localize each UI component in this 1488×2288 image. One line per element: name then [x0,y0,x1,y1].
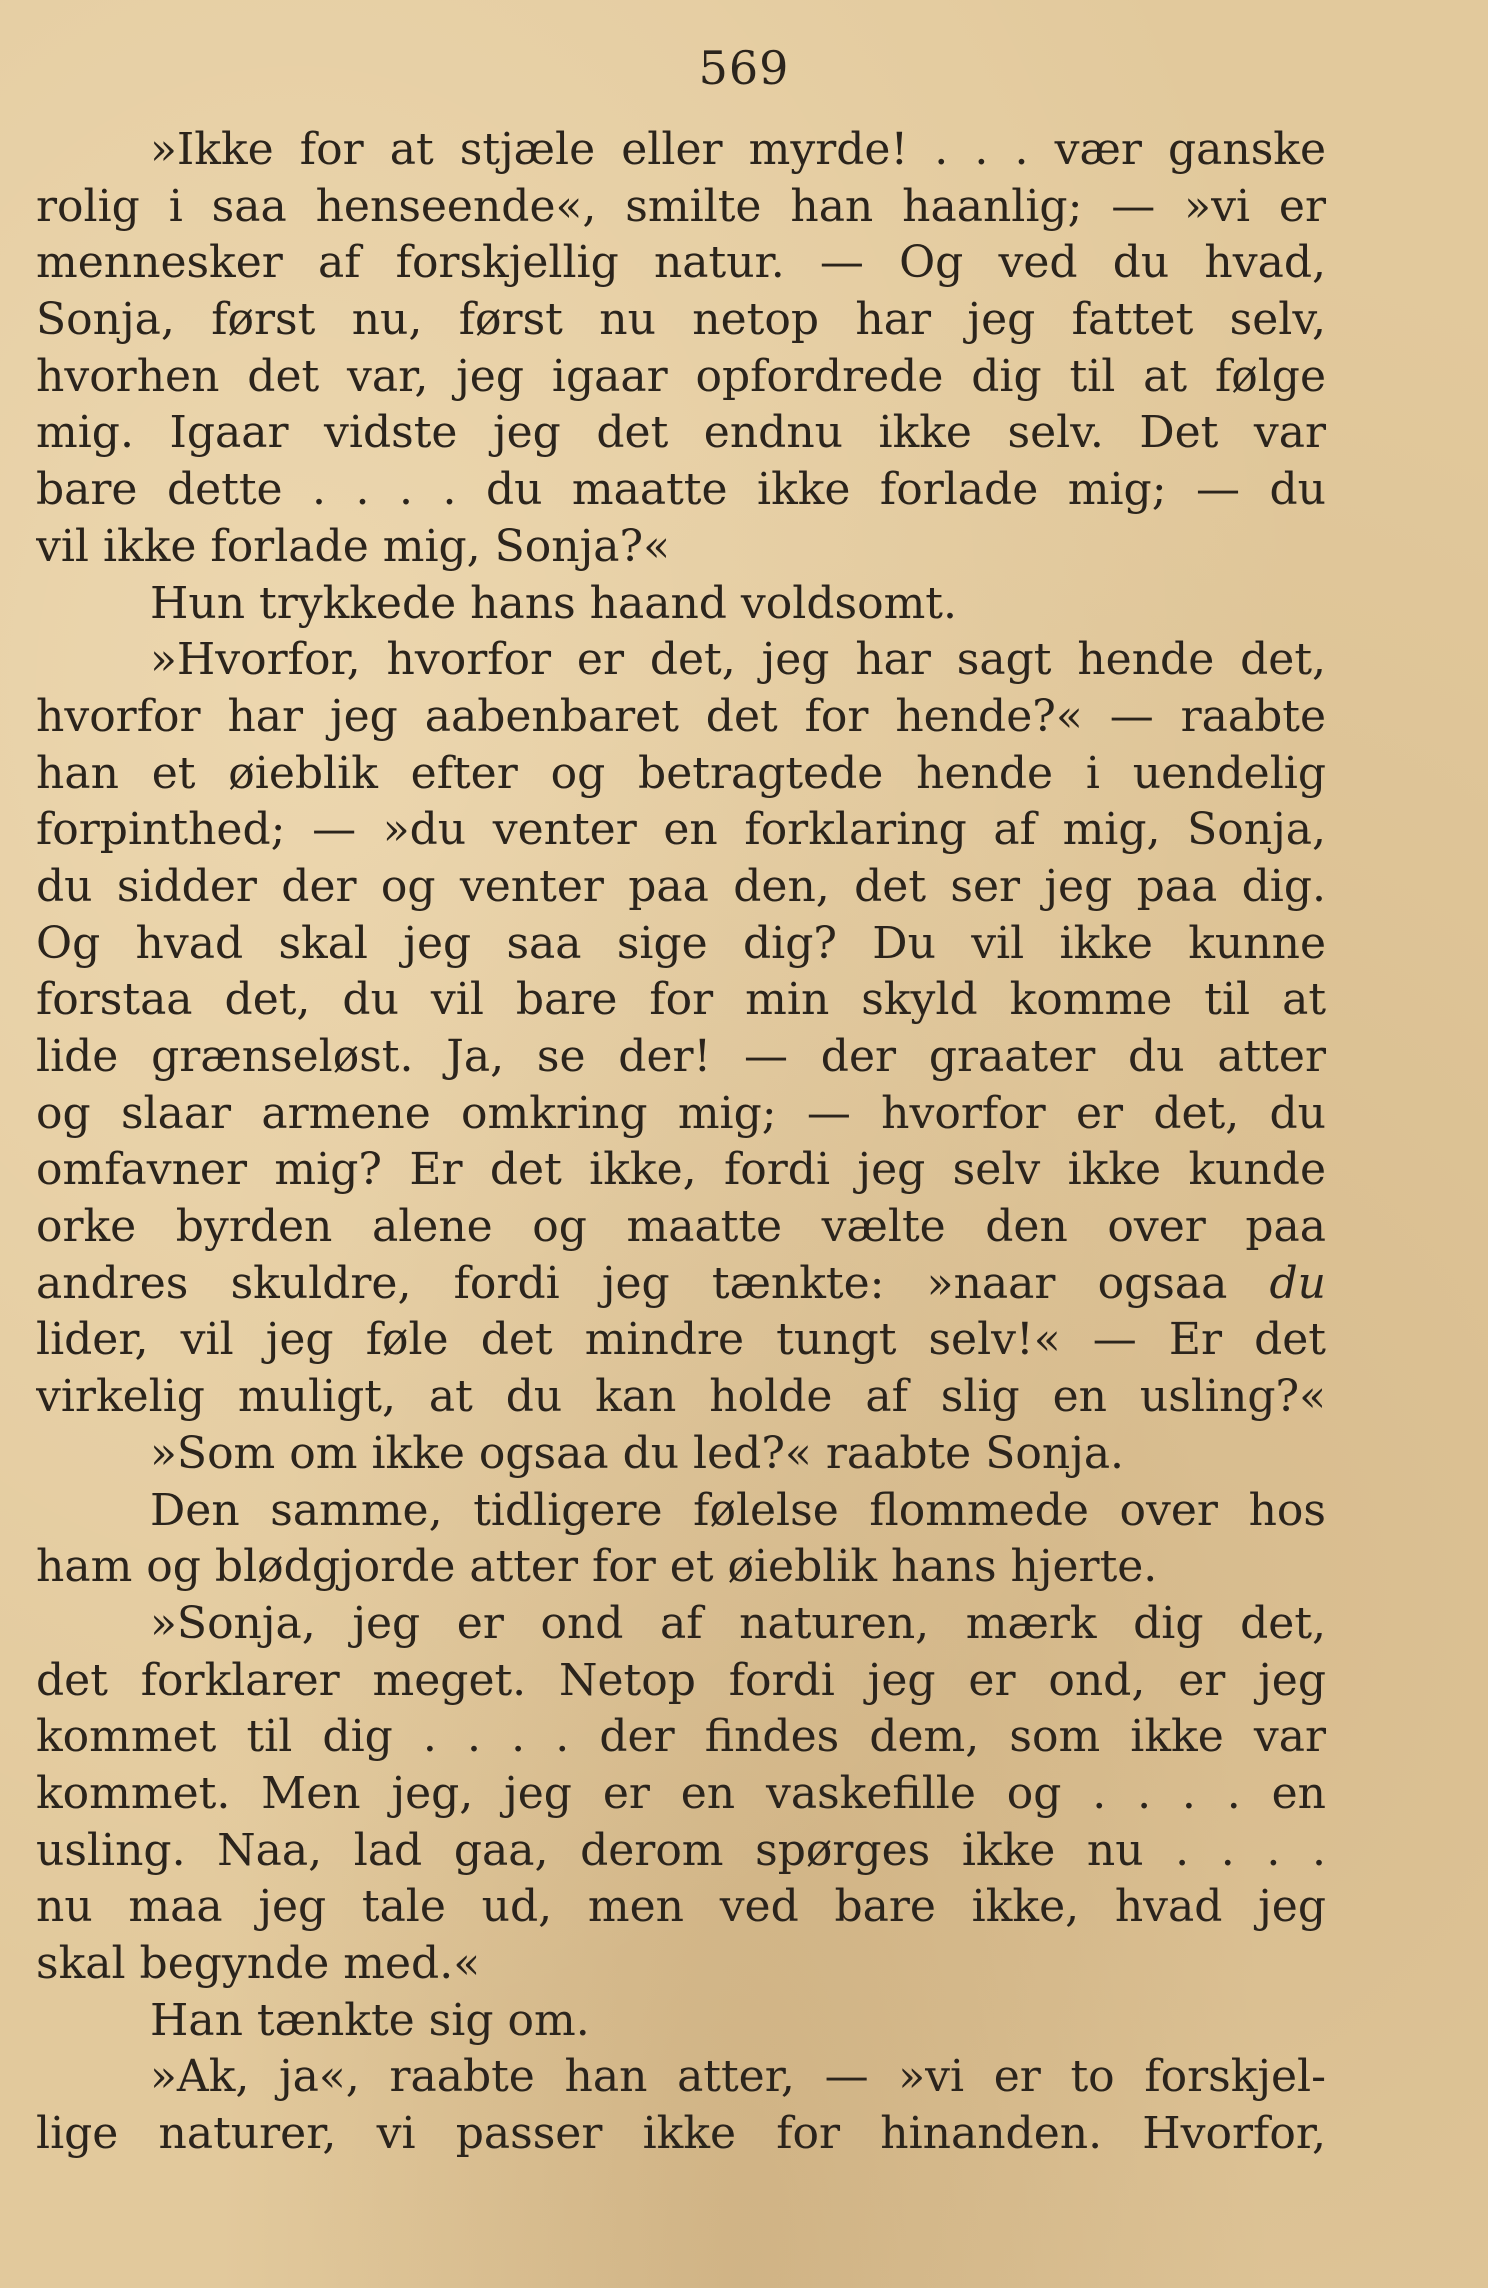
text-line: lide grænseløst. Ja, se der! — der graater du atter [36,1031,1326,1082]
text-line: lider, vil jeg føle det mindre tungt selv!« — Er det [36,1314,1326,1366]
text-line: orke byrden alene og maatte vælte den over paa [36,1201,1326,1253]
text-line: skal begynde med.« [36,1938,481,1989]
text-line: usling. Naa, lad gaa, derom spørges ikke nu . . . . [36,1824,1326,1876]
text-line: »Som om ikke ogsaa du led?« raabte Sonja. [150,1427,1125,1479]
text-line: hvorfor har jeg aabenbaret det for hende?« — raabte [36,690,1326,742]
text-line: mig. Igaar vidste jeg det endnu ikke selv. Det var [36,407,1326,459]
text-line: han et øieblik efter og betragtede hende i uendelig [36,747,1326,799]
text-line: det forklarer meget. Netop fordi jeg er ond, er jeg [36,1654,1326,1706]
text-line: virkelig muligt, at du kan holde af slig en usling?« [36,1371,1326,1423]
text-line: »Ikke for at stjæle eller myrde! . . . vær ganske [150,124,1326,175]
text-line: forpinthed; — »du venter en forklaring af mig, Sonja, [36,804,1326,856]
text-line: rolig i saa henseende«, smilte han haanlig; — »vi er [36,180,1326,232]
text-line: Han tænkte sig om. [150,1994,590,2046]
text-line: »Sonja, jeg er ond af naturen, mærk dig det, [150,1597,1326,1649]
text-line: omfavner mig? Er det ikke, fordi jeg selv ikke kunde [36,1144,1326,1196]
body-text [36,122,1326,2163]
text-line: vil ikke forlade mig, Sonja?« [36,520,671,572]
text-line: ham og blødgjorde atter for et øieblik hans hjerte. [36,1541,1158,1593]
text-line: kommet til dig . . . . der findes dem, som ikke var [36,1711,1326,1763]
text-line: nu maa jeg tale ud, men ved bare ikke, hvad jeg [36,1881,1326,1933]
text-line: lige naturer, vi passer ikke for hinanden. Hvorfor, [36,2108,1326,2160]
text-line: Sonja, først nu, først nu netop har jeg fattet selv, [36,294,1326,346]
text-line: forstaa det, du vil bare for min skyld komme til at [36,974,1326,1026]
page-number: 569 [698,41,790,95]
text-line: Hun trykkede hans haand voldsomt. [150,577,957,629]
text-line: andres skuldre, fordi jeg tænkte: »naar ogsaa du [36,1257,1326,1309]
text-line: »Hvorfor, hvorfor er det, jeg har sagt hende det, [150,634,1326,686]
text-line: »Ak, ja«, raabte han atter, — »vi er to forskjel- [150,2051,1326,2103]
text-line: kommet. Men jeg, jeg er en vaskefille og . . . . en [36,1767,1326,1819]
text-line: bare dette . . . . du maatte ikke forlade mig; — du [36,464,1326,516]
text-line: du sidder der og venter paa den, det ser jeg paa dig. [36,860,1326,912]
text-line: hvorhen det var, jeg igaar opfordrede dig til at følge [36,350,1326,402]
text-line: Den samme, tidligere følelse flommede over hos [150,1484,1326,1536]
text-line: og slaar armene omkring mig; — hvorfor er det, du [36,1087,1326,1139]
text-line: mennesker af forskjellig natur. — Og ved du hvad, [36,237,1326,289]
text-line: Og hvad skal jeg saa sige dig? Du vil ikke kunne [36,917,1326,969]
